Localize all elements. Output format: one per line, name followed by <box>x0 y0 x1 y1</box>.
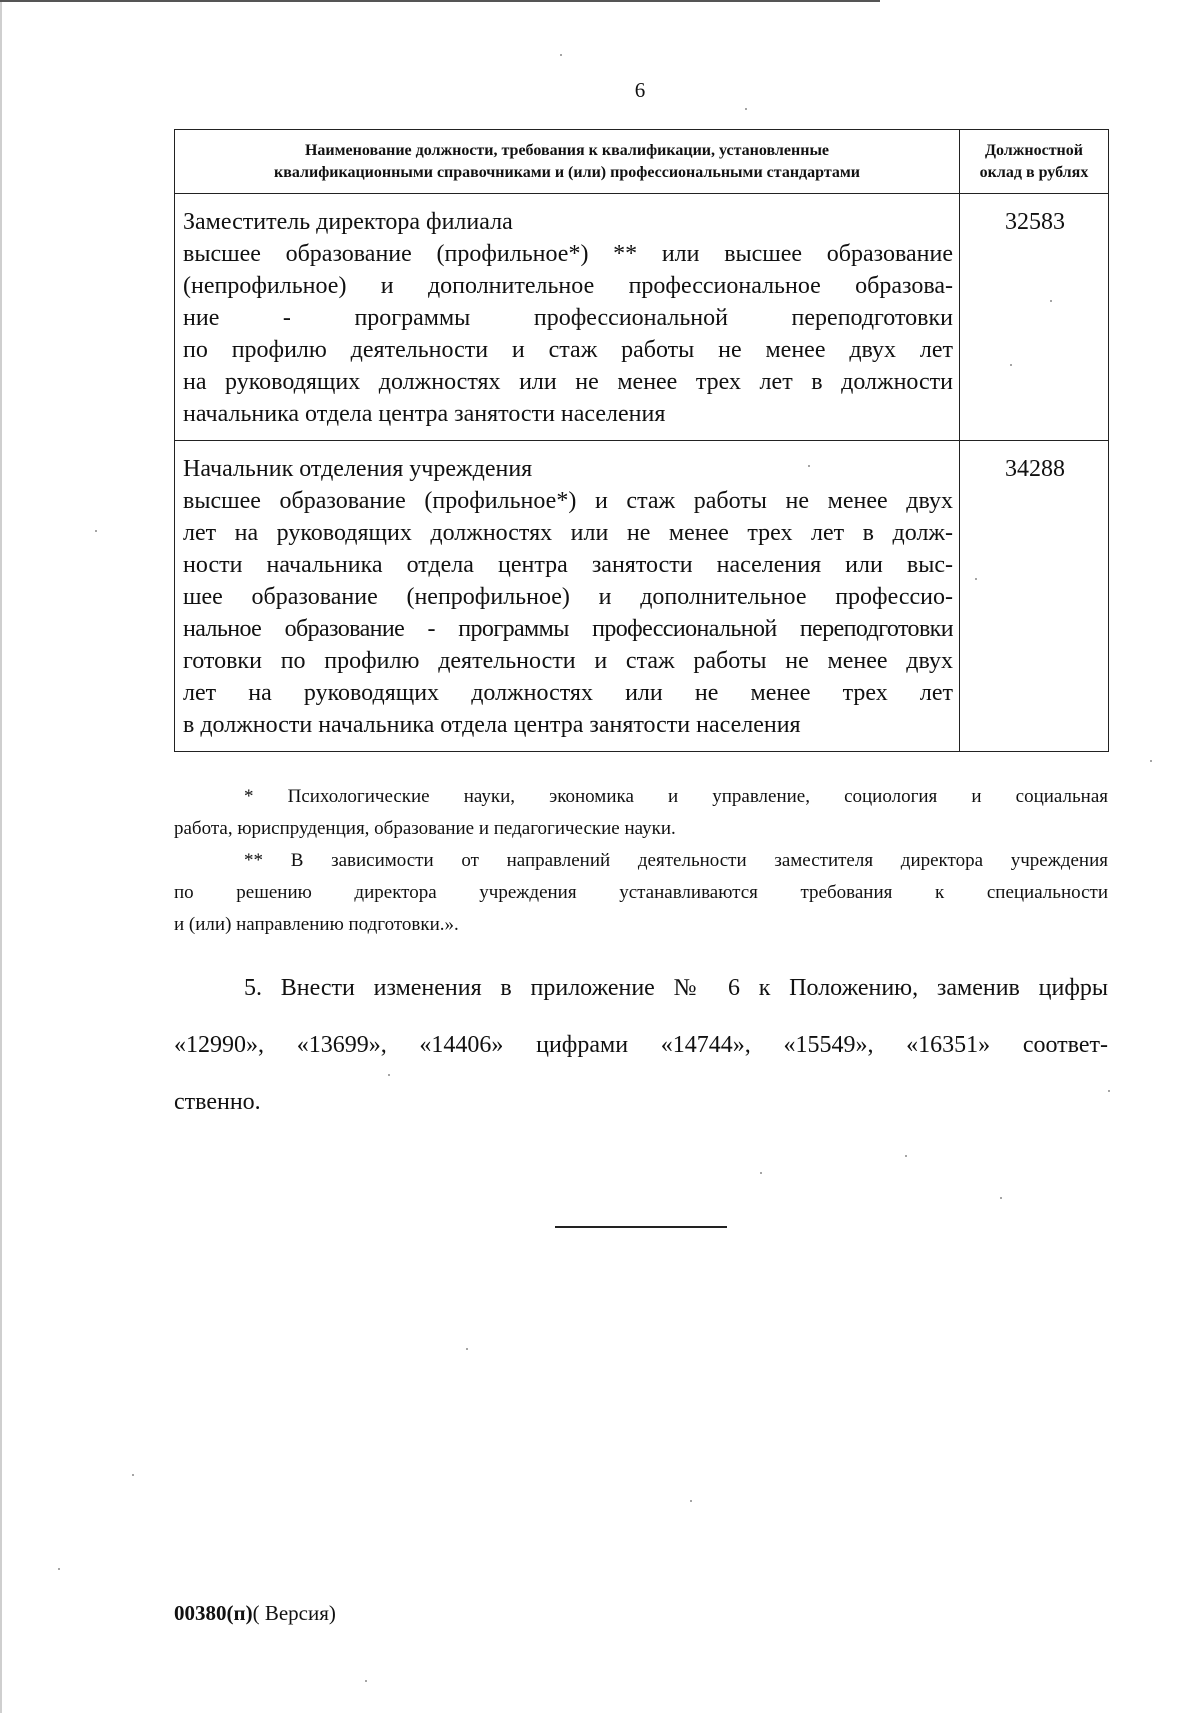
page-left-edge <box>0 0 2 1713</box>
footnote-2-line: ** В зависимости от направлений деятельности заместителя директора учреждения <box>244 850 1108 871</box>
header-salary <box>960 130 1109 194</box>
requirement-line: шее образование (непрофильное) и дополнительное профессио- <box>183 584 953 610</box>
document-code-number: 00380(п) <box>174 1601 253 1625</box>
scan-speck <box>1000 1197 1002 1199</box>
salary-cell: 32583 <box>960 194 1109 441</box>
requirement-line: готовки по профилю деятельности и стаж работы не менее двух <box>183 648 953 674</box>
scan-speck <box>745 108 747 110</box>
footnote-1-line: * Психологические науки, экономика и управление, социология и социальная <box>244 786 1108 807</box>
salary-cell: 34288 <box>960 441 1109 752</box>
position-title: Заместитель директора филиала <box>183 209 513 235</box>
scan-speck <box>808 465 810 467</box>
header-salary-line-2: оклад в рублях <box>979 164 1089 181</box>
header-position <box>175 130 960 194</box>
scan-speck <box>58 1568 60 1570</box>
salary-table <box>174 129 1109 752</box>
requirement-line: ние - программы профессиональной переподготовки <box>183 305 953 331</box>
table-row <box>175 194 1109 441</box>
header-position-line-1: Наименование должности, требования к квалификации, установленные <box>304 142 830 159</box>
requirement-line: (непрофильное) и дополнительное профессиональное образова- <box>183 273 953 299</box>
scan-speck <box>132 1474 134 1476</box>
scan-speck <box>1010 364 1012 366</box>
scan-speck <box>690 1500 692 1502</box>
scan-speck <box>95 530 97 532</box>
scan-speck <box>1150 760 1152 762</box>
requirement-line: начальника отдела центра занятости населения <box>183 401 666 427</box>
paragraph-5-line: 5. Внести изменения в приложение № 6 к Положению, заменив цифры <box>244 975 1108 1001</box>
requirement-line: лет на руководящих должностях или не менее трех лет <box>183 680 953 706</box>
requirement-line: в должности начальника отдела центра занятости населения <box>183 712 801 738</box>
requirement-line: лет на руководящих должностях или не менее трех лет в долж- <box>183 520 953 546</box>
scan-speck <box>905 1155 907 1157</box>
requirement-line: высшее образование (профильное*) и стаж работы не менее двух <box>183 488 953 514</box>
table-row <box>175 441 1109 752</box>
paragraph-5 <box>174 960 1108 1131</box>
separator-line <box>555 1226 727 1228</box>
requirement-line: нальное образование - программы профессиональной переподготовки <box>183 616 953 642</box>
scan-speck <box>388 1074 390 1076</box>
requirement-line: на руководящих должностях или не менее трех лет в должности <box>183 369 953 395</box>
position-cell <box>175 194 960 441</box>
footnote-1-line: работа, юриспруденция, образование и педагогические науки. <box>174 818 676 839</box>
scan-speck <box>466 1348 468 1350</box>
scan-speck <box>365 1680 367 1682</box>
requirement-line: по профилю деятельности и стаж работы не менее двух лет <box>183 337 953 363</box>
document-code-version: ( Версия) <box>252 1601 336 1625</box>
document-code <box>174 1601 336 1626</box>
page-number: 6 <box>634 78 646 102</box>
requirement-line: высшее образование (профильное*) ** или высшее образование <box>183 241 953 267</box>
position-title: Начальник отделения учреждения <box>183 456 533 482</box>
scan-speck <box>975 578 977 580</box>
table-header-row <box>175 130 1109 194</box>
footnote-2-line: и (или) направлению подготовки.». <box>174 914 459 935</box>
scan-speck <box>560 54 562 56</box>
paragraph-5-line: «12990», «13699», «14406» цифрами «14744», «15549», «16351» соответ- <box>174 1032 1108 1058</box>
paragraph-5-line: ственно. <box>174 1089 261 1115</box>
scan-speck <box>760 1172 762 1174</box>
header-position-line-2: квалификационными справочниками и (или) профессиональными стандартами <box>274 164 860 181</box>
scan-speck <box>1108 1090 1110 1092</box>
position-cell <box>175 441 960 752</box>
footnotes <box>174 781 1108 941</box>
top-border-line <box>0 0 880 2</box>
requirement-line: ности начальника отдела центра занятости населения или выс- <box>183 552 953 578</box>
scan-speck <box>1050 300 1052 302</box>
header-salary-line-1: Должностной <box>985 142 1083 159</box>
footnote-2-line: по решению директора учреждения устанавливаются требования к специальности <box>174 882 1108 903</box>
